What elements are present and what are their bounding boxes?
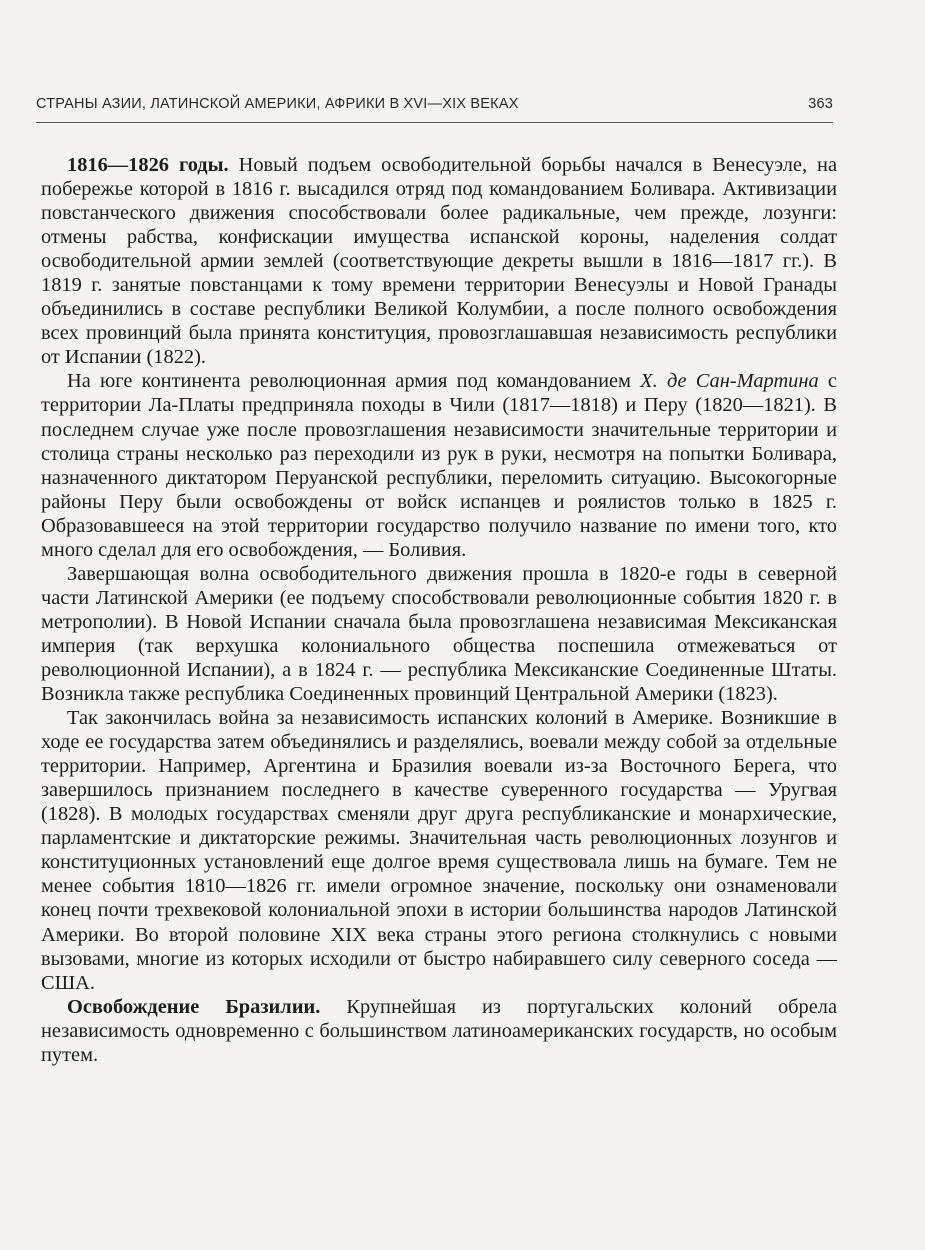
- paragraph-text: с территории Ла-Платы предприняла походы в Чили (1817—1818) и Перу (1820—1821). В последнем случае уже после провозглашения независимости значительные территории и столица страны несколько раз переходили из рук в руки, несмотря на попытки Боливара, назначенного диктатором Перуанской республики, переломить ситуацию. Высокогорные районы Перу были освобождены от войск испанцев и роялистов только в 1825 г. Образовавшееся на этой территории государство получило название по имени того, кто много сделал для его освобождения, — Боливия.: [41, 370, 837, 561]
- running-title: СТРАНЫ АЗИИ, ЛАТИНСКОЙ АМЕРИКИ, АФРИКИ В XVI—XIX ВЕКАХ: [36, 96, 519, 112]
- run-in-heading: 1816—1826 годы.: [67, 154, 229, 176]
- paragraph-text: Крупнейшая из португальских колоний обрела независимость одновременно с большинством латиноамериканских государств, но особым путем.: [41, 995, 837, 1066]
- page-number: 363: [808, 96, 833, 112]
- running-header: [36, 92, 833, 123]
- run-in-heading: Освобождение Бразилии.: [67, 995, 321, 1018]
- paragraph-final-wave: Завершающая волна освободительного движения прошла в 1820-е годы в северной части Латинской Америки (ее подъему способствовали революционные события 1820 г. в метрополии). В Новой Испании сначала была провозглашена независимая Мексиканская империя (так верхушка колониального общества поспешила отмежеваться от революционной Испании), а в 1824 г. — республика Мексиканские Соединенные Штаты. Возникла также республика Соединенных провинций Центральной Америки (1823).: [41, 562, 837, 706]
- paragraph-text: На юге континента революционная армия под командованием: [67, 370, 641, 393]
- paragraph-south: [41, 369, 837, 561]
- paragraph-brazil: [41, 995, 837, 1067]
- page-body: [41, 153, 837, 1067]
- paragraph-1816-1826: [41, 153, 837, 369]
- paragraph-text: Новый подъем освободительной борьбы начался в Венесуэле, на побережье которой в 1816 г. высадился отряд под командованием Боливара. Активизации повстанческого движения способствовали более радикальные, чем прежде, лозунги: отмены рабства, конфискации имущества испанской короны, наделения солдат освободительной армии землей (соответствующие декреты вышли в 1816—1817 гг.). В 1819 г. занятые повстанцами к тому времени территории Венесуэлы и Новой Гранады объединились в составе республики Великой Колумбии, а после полного освобождения всех провинций была принята конституция, провозглашавшая независимость республики от Испании (1822).: [41, 154, 838, 369]
- italic-name: X. де Сан-Мартина: [640, 370, 819, 393]
- paragraph-war-end: Так закончилась война за независимость испанских колоний в Америке. Возникшие в ходе ее государства затем объединялись и разделялись, воевали между собой за отдельные территории. Например, Аргентина и Бразилия воевали из-за Восточного Берега, что завершилось признанием последнего в качестве суверенного государства — Уругвая (1828). В молодых государствах сменяли друг друга республиканские и монархические, парламентские и диктаторские режимы. Значительная часть революционных лозунгов и конституционных установлений еще долгое время существовала лишь на бумаге. Тем не менее события 1810—1826 гг. имели огромное значение, поскольку они ознаменовали конец почти трехвековой колониальной эпохи в истории большинства народов Латинской Америки. Во второй половине XIX века страны этого региона столкнулись с новыми вызовами, многие из которых исходили от быстро набиравшего силу северного соседа — США.: [41, 707, 837, 994]
